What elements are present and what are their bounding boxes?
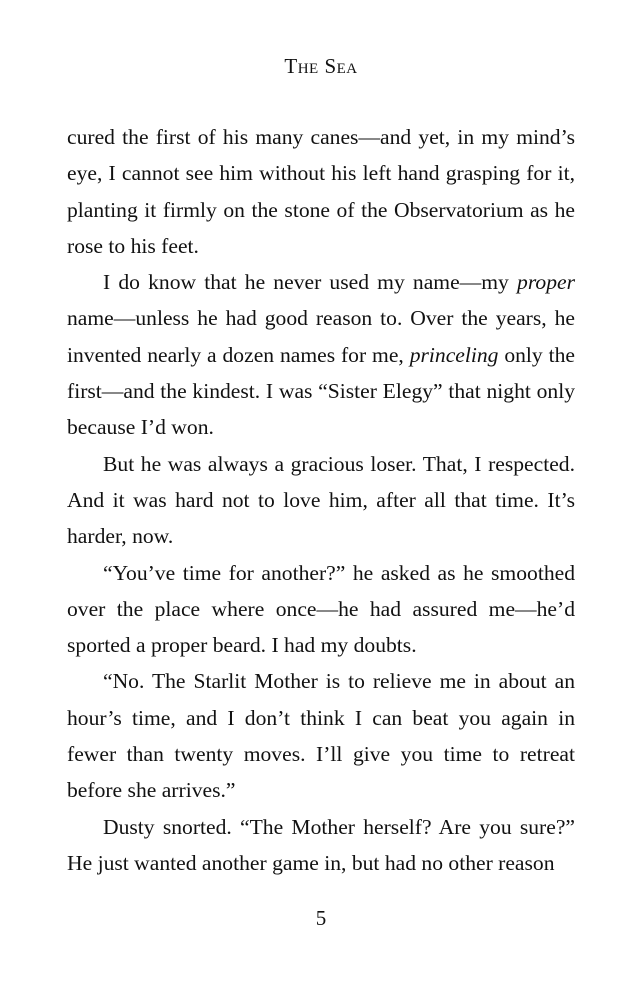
running-head: The Sea	[284, 54, 358, 78]
paragraph-p6	[67, 809, 575, 882]
paragraph-p5	[67, 663, 575, 808]
paragraph-text: But he was always a gracious loser. That, I respected. And it was hard not to love him, after all that time. It’s harder, now.	[67, 451, 575, 549]
page-number: 5	[315, 906, 327, 930]
paragraph-text: Dusty snorted. “The Mother herself? Are you sure?” He just wanted another game in, but had no other reason	[67, 814, 575, 875]
paragraph-text: “No. The Starlit Mother is to relieve me in about an hour’s time, and I don’t think I can beat you again in fewer than twenty moves. I’ll give you time to retreat before she arrives.”	[67, 669, 575, 803]
paragraph-p2	[67, 264, 575, 445]
paragraph-text: I do know that he never used my name—my	[103, 270, 518, 295]
paragraph-text: name—unless he had good reason to. Over the years, he invented nearly a dozen names for me,	[67, 306, 575, 367]
body-text	[67, 119, 575, 881]
paragraph-text: only the first—and the kindest. I was “Sister Elegy” that night only because I’d won.	[67, 342, 575, 440]
paragraph-p1	[67, 119, 575, 264]
paragraph-p3	[67, 446, 575, 555]
paragraph-text: “You’ve time for another?” he asked as he smoothed over the place where once—he had assured me—he’d sported a proper beard. I had my doubts.	[67, 560, 575, 658]
paragraph-p4	[67, 555, 575, 664]
italic-text: princeling	[409, 342, 499, 367]
italic-text: proper	[517, 270, 575, 295]
paragraph-text: cured the first of his many canes—and yet, in my mind’s eye, I cannot see him without his left hand grasping for it, planting it firmly on the stone of the Observatorium as he rose to his feet.	[67, 125, 575, 258]
